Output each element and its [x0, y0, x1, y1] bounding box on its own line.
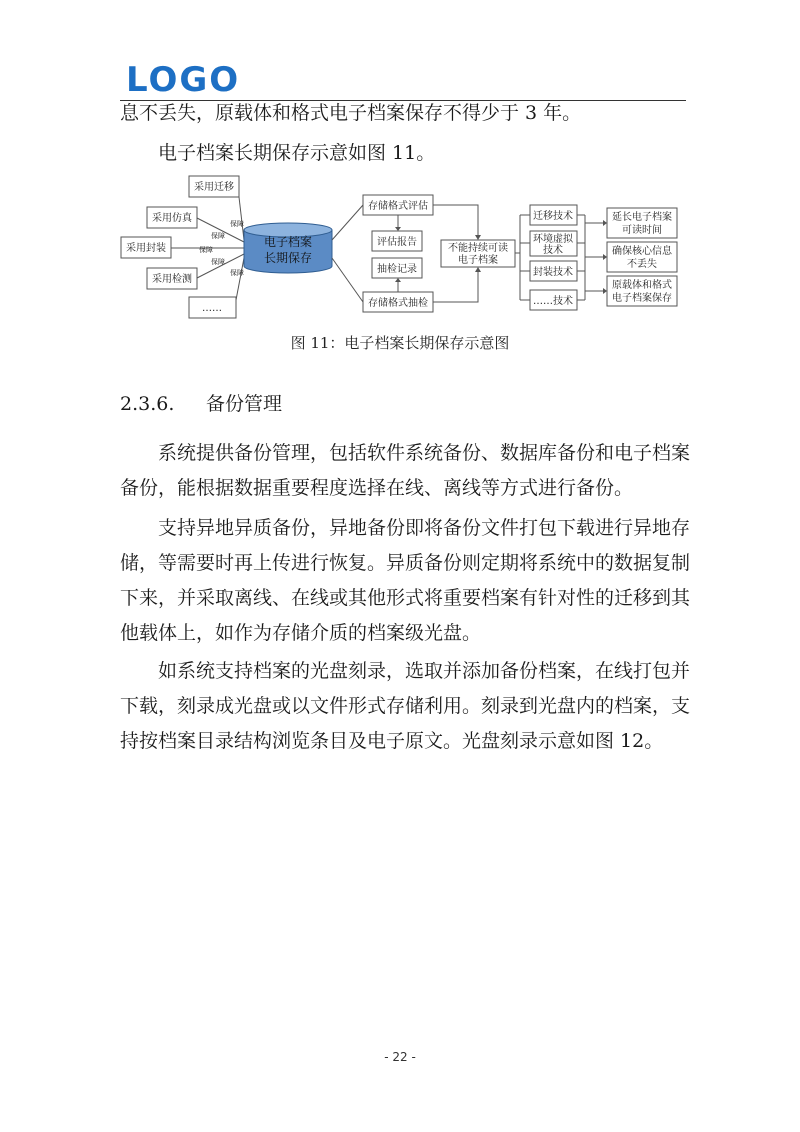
- svg-text:采用迁移: 采用迁移: [194, 182, 234, 193]
- preservation-diagram: [0, 0, 800, 340]
- box-inspection-record: [372, 258, 422, 278]
- box-encapsulation-tech: [530, 261, 577, 281]
- svg-text:长期保存: 长期保存: [263, 251, 313, 265]
- svg-text:采用仿真: 采用仿真: [152, 213, 192, 224]
- edge-label: 保障: [230, 220, 244, 228]
- figure-intro: 电子档案长期保存示意如图 11。: [158, 142, 436, 164]
- paragraph-disc-burning: 如系统支持档案的光盘刻录，选取并添加备份档案，在线打包并下载，刻录成光盘或以文件形式存储利用。刻录到光盘内的档案，支持按档案目录结构浏览条目及电子原文。光盘刻录示意如图 12。: [120, 660, 691, 752]
- svg-text:延长电子档案: 延长电子档案: [612, 212, 672, 223]
- figure-caption: 图 11：电子档案长期保存示意图: [290, 334, 510, 352]
- svg-text:电子档案: 电子档案: [263, 235, 313, 249]
- box-format-inspection: [363, 292, 433, 312]
- box-virtualization-tech: [530, 231, 577, 256]
- svg-text:原载体和格式: 原载体和格式: [612, 280, 672, 291]
- svg-text:采用检测: 采用检测: [152, 274, 192, 285]
- paragraph-remote-backup: 支持异地异质备份，异地备份即将备份文件打包下载进行异地存储，等需要时再上传进行恢复。异质备份则定期将系统中的数据复制下来，并采取离线、在线或其他形式将重要档案有针对性的迁移到其他载体上，如作为存储介质的档案级光盘。: [120, 517, 691, 644]
- box-original-preservation: [607, 276, 677, 306]
- svg-text:抽检记录: 抽检记录: [377, 264, 417, 275]
- svg-text:确保核心信息: 确保核心信息: [612, 246, 672, 257]
- paragraph-backup-overview: 系统提供备份管理，包括软件系统备份、数据库备份和电子档案备份，能根据数据重要程度选择在线、离线等方式进行备份。: [120, 442, 691, 499]
- box-unreadable-archives: [441, 240, 515, 267]
- svg-text:技术: 技术: [543, 245, 563, 256]
- section-number: 2.3.6.: [120, 393, 175, 415]
- svg-text:封装技术: 封装技术: [533, 267, 573, 278]
- box-other-tech: [530, 290, 577, 310]
- svg-text:不丢失: 不丢失: [627, 259, 657, 270]
- edge-label: 保障: [211, 258, 225, 266]
- logo: LOGO: [126, 60, 241, 100]
- svg-text:……技术: ……技术: [533, 296, 573, 307]
- svg-text:……: ……: [202, 303, 222, 314]
- svg-text:评估报告: 评估报告: [377, 237, 417, 248]
- box-evaluation-report: [372, 231, 422, 251]
- center-cylinder: [244, 223, 332, 273]
- left-box-detection: [147, 268, 197, 289]
- svg-text:不能持续可读: 不能持续可读: [448, 243, 508, 254]
- left-box-emulation: [147, 207, 197, 228]
- edge-label: 保障: [211, 232, 225, 240]
- svg-text:迁移技术: 迁移技术: [533, 211, 573, 222]
- left-box-more: [189, 297, 236, 318]
- section-heading: [120, 390, 282, 418]
- box-format-evaluation: [363, 195, 433, 215]
- box-migration-tech: [530, 205, 577, 225]
- svg-text:可读时间: 可读时间: [622, 225, 662, 236]
- box-keep-core-info: [607, 242, 677, 272]
- svg-text:电子档案: 电子档案: [458, 255, 498, 266]
- page-number: - 22 -: [384, 1050, 416, 1064]
- svg-text:存储格式抽检: 存储格式抽检: [368, 298, 428, 309]
- box-extend-readable-time: [607, 208, 677, 238]
- edge-label: 保障: [230, 269, 244, 277]
- svg-text:电子档案保存: 电子档案保存: [612, 293, 672, 304]
- svg-text:存储格式评估: 存储格式评估: [368, 201, 428, 212]
- edge-label: 保障: [199, 246, 213, 254]
- intro-line: 息不丢失，原载体和格式电子档案保存不得少于 3 年。: [120, 102, 582, 124]
- svg-text:采用封装: 采用封装: [126, 243, 166, 254]
- left-box-migration: [189, 176, 239, 197]
- section-title: 备份管理: [206, 393, 283, 415]
- left-box-encapsulation: [121, 237, 171, 258]
- svg-text:环境虚拟: 环境虚拟: [533, 234, 573, 245]
